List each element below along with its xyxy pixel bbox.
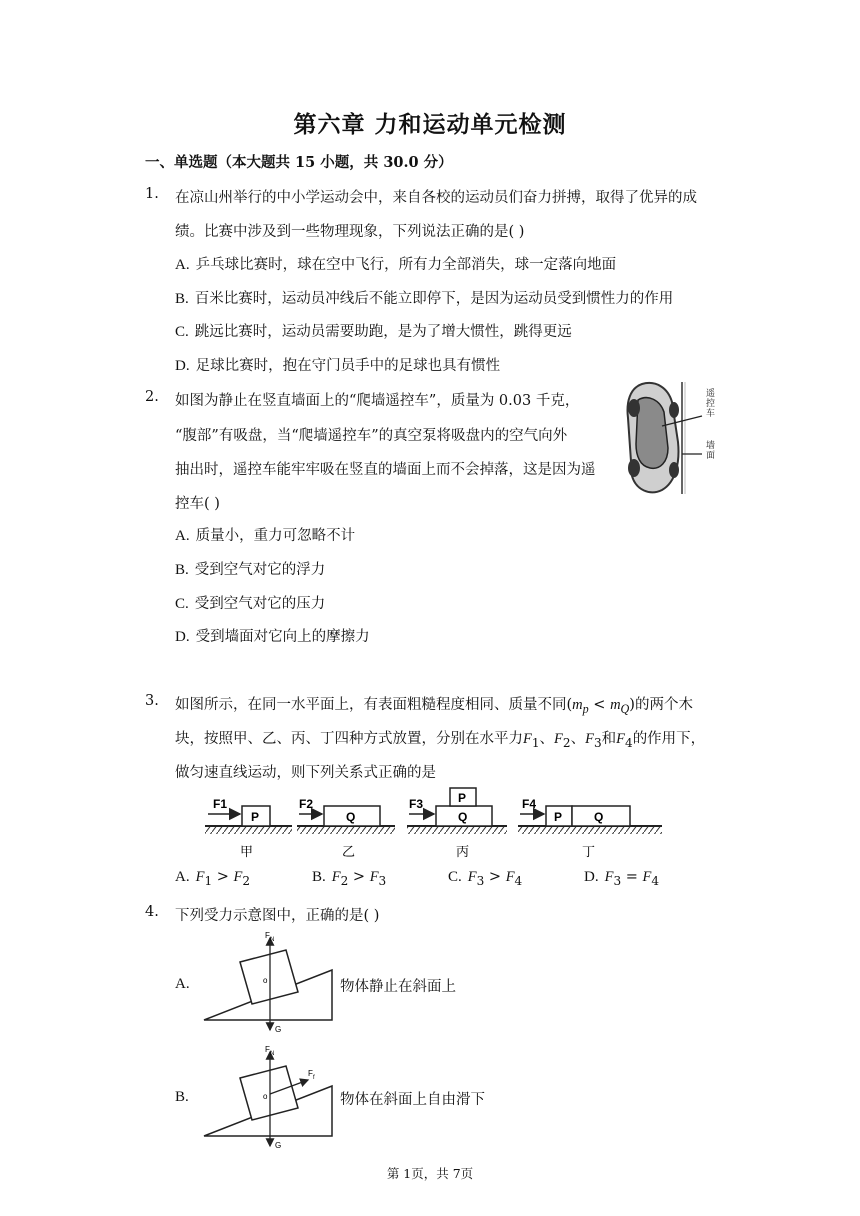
page-footer: 第 1页，共 7页 [386, 1166, 474, 1181]
incline-figure-b [200, 1042, 340, 1152]
wall-climbing-car-figure [622, 378, 724, 496]
option-c[interactable]: C. $F_3 > F_4$ [448, 869, 523, 888]
setup-label: 丙 [456, 844, 470, 859]
option-b[interactable] [175, 558, 325, 579]
block-q-label: Q [594, 810, 604, 824]
force-label: F2 [299, 797, 314, 811]
question-text: 绩。比赛中涉及到一些物理现象，下列说法正确的是( ) [175, 224, 525, 240]
svg-text:o: o [263, 1092, 268, 1101]
force-label: F3 [409, 797, 424, 811]
incline-figure-a [200, 930, 340, 1036]
page-title: 第六章 力和运动单元检测 [293, 111, 567, 138]
question-text: 抽出时，遥控车能牢牢吸在竖直的墙面上而不会掉落，这是因为遥 [175, 462, 596, 478]
option-b[interactable]: B. [175, 1089, 189, 1105]
option-label: B. [175, 291, 189, 307]
question-number: 4. [145, 904, 159, 920]
figure-label-wall: 墙面 [706, 440, 716, 460]
option-a[interactable]: A. $F_1 > F_2$ [175, 869, 251, 888]
question-number: 2. [145, 389, 159, 405]
question-text: 如图所示，在同一水平面上，有表面粗糙程度相同、质量不同$(m_p < m_Q)$的两个木 [175, 697, 693, 716]
setup-label: 乙 [342, 844, 356, 859]
setup-jia [205, 797, 292, 859]
question-text: “腹部”有吸盘，当“爬墙遥控车”的真空泵将吸盘内的空气向外 [175, 428, 568, 444]
question-number: 1. [145, 186, 159, 202]
block-q-label: Q [346, 810, 356, 824]
block-p-label: P [458, 791, 467, 805]
section-heading: 一、单选题（本大题共 15 小题，共 30.0 分） [145, 154, 453, 171]
option-label: A. [175, 257, 190, 273]
option-b[interactable] [175, 287, 673, 308]
figure-caption: 物体在斜面上自由滑下 [340, 1092, 485, 1108]
block-p-label: P [554, 810, 563, 824]
option-a[interactable] [175, 253, 616, 274]
option-label: B. [175, 562, 189, 578]
option-a[interactable] [175, 524, 355, 545]
figure-label-car: 遥控车 [706, 388, 716, 418]
setup-label: 丁 [582, 844, 596, 859]
option-text: 足球比赛时，抱在守门员手中的足球也具有惯性 [195, 358, 501, 374]
option-label: C. [175, 596, 189, 612]
svg-text:N: N [270, 937, 275, 943]
svg-text:F: F [308, 1069, 313, 1078]
question-text: 如图为静止在竖直墙面上的“爬墙遥控车”，质量为 0.03 千克， [175, 393, 580, 409]
svg-text:f: f [313, 1075, 315, 1081]
question-text: 块，按照甲、乙、丙、丁四种方式放置，分别在水平力$F_1$、$F_2$、$F_3$和$F_4$的作用下， [175, 731, 706, 750]
option-text: 百米比赛时，运动员冲线后不能立即停下，是因为运动员受到惯性力的作用 [194, 291, 674, 307]
svg-text:F: F [265, 931, 270, 940]
option-label: D. [175, 629, 190, 645]
option-text: 跳远比赛时，运动员需要助跑，是为了增大惯性，跳得更远 [194, 324, 572, 340]
question-text: 做匀速直线运动，则下列关系式正确的是 [175, 765, 436, 781]
option-c[interactable] [175, 320, 572, 341]
option-d[interactable]: D. $F_3 = F_4$ [584, 869, 660, 888]
option-d[interactable] [175, 354, 500, 375]
blocks-figure [200, 784, 670, 862]
block-p-label: P [251, 810, 260, 824]
setup-bing [407, 788, 507, 859]
option-text: 质量小，重力可忽略不计 [195, 528, 356, 544]
setup-label: 甲 [240, 844, 254, 859]
option-c[interactable] [175, 592, 325, 613]
question-number: 3. [145, 693, 159, 709]
question-text: 下列受力示意图中，正确的是( ) [175, 908, 380, 924]
option-a[interactable]: A. [175, 976, 190, 992]
option-label: C. [175, 324, 189, 340]
option-d[interactable] [175, 625, 370, 646]
option-label: D. [175, 358, 190, 374]
question-text: 在凉山州举行的中小学运动会中，来自各校的运动员们奋力拼搏，取得了优异的成 [175, 190, 697, 206]
block-q-label: Q [458, 810, 468, 824]
svg-text:F: F [265, 1045, 270, 1054]
figure-caption: 物体静止在斜面上 [340, 979, 456, 995]
force-label: F1 [213, 797, 228, 811]
force-label: F4 [522, 797, 537, 811]
svg-text:G: G [275, 1025, 282, 1034]
option-text: 乒乓球比赛时，球在空中飞行，所有力全部消失，球一定落向地面 [195, 257, 617, 273]
option-text: 受到空气对它的压力 [194, 596, 326, 612]
setup-ding [518, 797, 662, 859]
svg-text:N: N [270, 1051, 275, 1057]
option-b[interactable]: B. $F_2 > F_3$ [312, 869, 387, 888]
question-text: 控车( ) [175, 496, 220, 512]
option-label: A. [175, 528, 190, 544]
setup-yi [297, 797, 395, 859]
svg-text:o: o [263, 976, 268, 985]
option-text: 受到墙面对它向上的摩擦力 [195, 629, 370, 645]
option-text: 受到空气对它的浮力 [194, 562, 326, 578]
svg-text:G: G [275, 1141, 282, 1150]
